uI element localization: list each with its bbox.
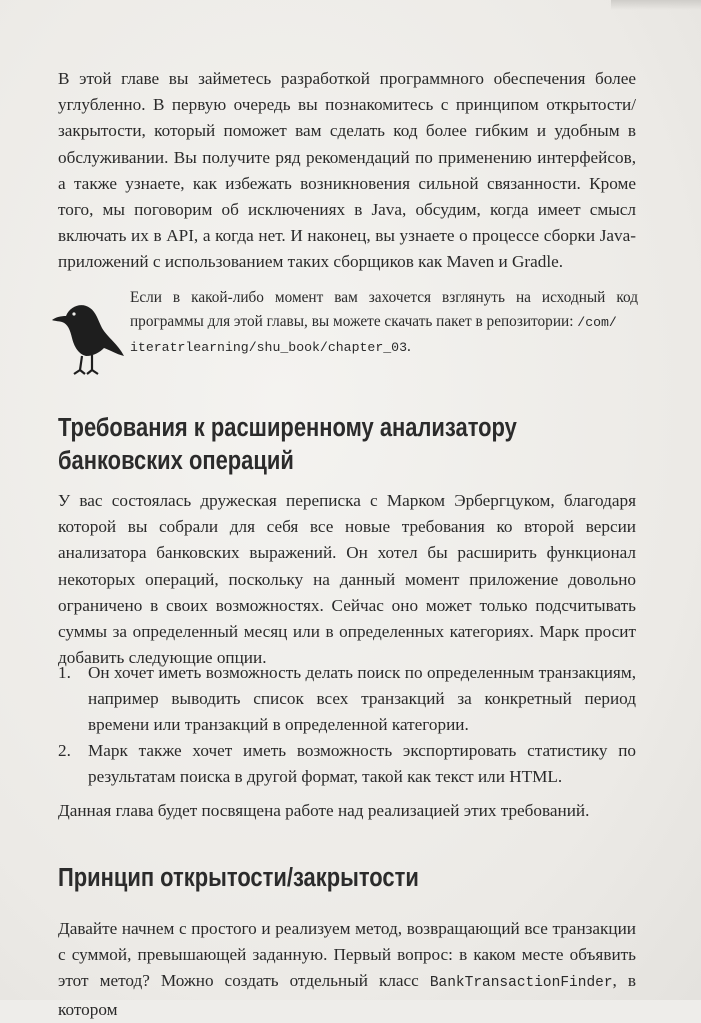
list-number: 1. [58,663,71,682]
body-start: Давайте начнем с простого и реализуем метод, возвращающий все транзакции с суммой, превышающей заданную. Первый вопрос: в каком месте объявить этот метод? Можно создать отдельный класс [58,919,636,991]
closing-paragraph: Данная глава будет посвящена работе над реализацией этих требований. [58,801,590,820]
repo-path-part2: iteratrlearning/shu_book/chapter_03 [130,340,407,355]
requirements-paragraph: У вас состоялась дружеская переписка с Марком Эрбергцуком, благодаря которой вы собрали для себя все новые требования ко второй версии анализатора банковских выражений. Он хотел бы расширить функционал некоторых операций, поскольку на данный момент приложение довольно ограничено в своих возможностях. Сейчас оно может только подсчитывать суммы за определенный месяц или в определенных категориях. Марк просит добавить следующие опции. [58,491,636,668]
note-end: . [406,338,411,355]
heading-line-1: Требования к расширенному анализатору [58,414,517,442]
list-text: Он хочет иметь возможность делать поиск по определенным транзакциям, например выводить список всех транзакций за конкретный период времени или транзакций в определенной категории. [88,663,636,735]
list-number: 2. [58,741,71,760]
intro-paragraph: В этой главе вы займетесь разработкой программного обеспечения более углубленно. В первую очередь вы познакомитесь с принципом открытости/закрытости, который поможет вам сделать код более гибким и удобным в обслуживании. Вы получите ряд рекомендаций по применению интерфейсов, а также узнаете, как избежать возникновения сильной связанности. Кроме того, мы поговорим об исключениях в Java, обсудим, когда имеет смысл включать их в API, а когда нет. И наконец, вы узнаете о процессе сборки Java-приложений с использованием таких сборщиков как Maven и Gradle. [58,69,636,272]
note-text: Если в какой-либо момент вам захочется взглянуть на исходный код программы для этой главы, вы можете скачать пакет в репозитории: [130,289,638,330]
body-end: , в котором [58,971,636,1019]
section-heading-requirements [58,412,574,478]
section-heading-open-closed: Принцип открытости/закрытости [58,864,419,892]
class-name: BankTransactionFinder [429,975,613,992]
list-text: Марк также хочет иметь возможность экспортировать статистику по результатам поиска в другой формат, такой как текст или HTML. [88,741,636,787]
repo-path-part1: /com/ [577,315,617,330]
heading-line-2: банковских операций [58,447,294,475]
page-edge-shadow [611,0,701,10]
open-closed-paragraph [58,916,636,1023]
repository-note [130,286,638,360]
raven-icon [52,294,126,378]
